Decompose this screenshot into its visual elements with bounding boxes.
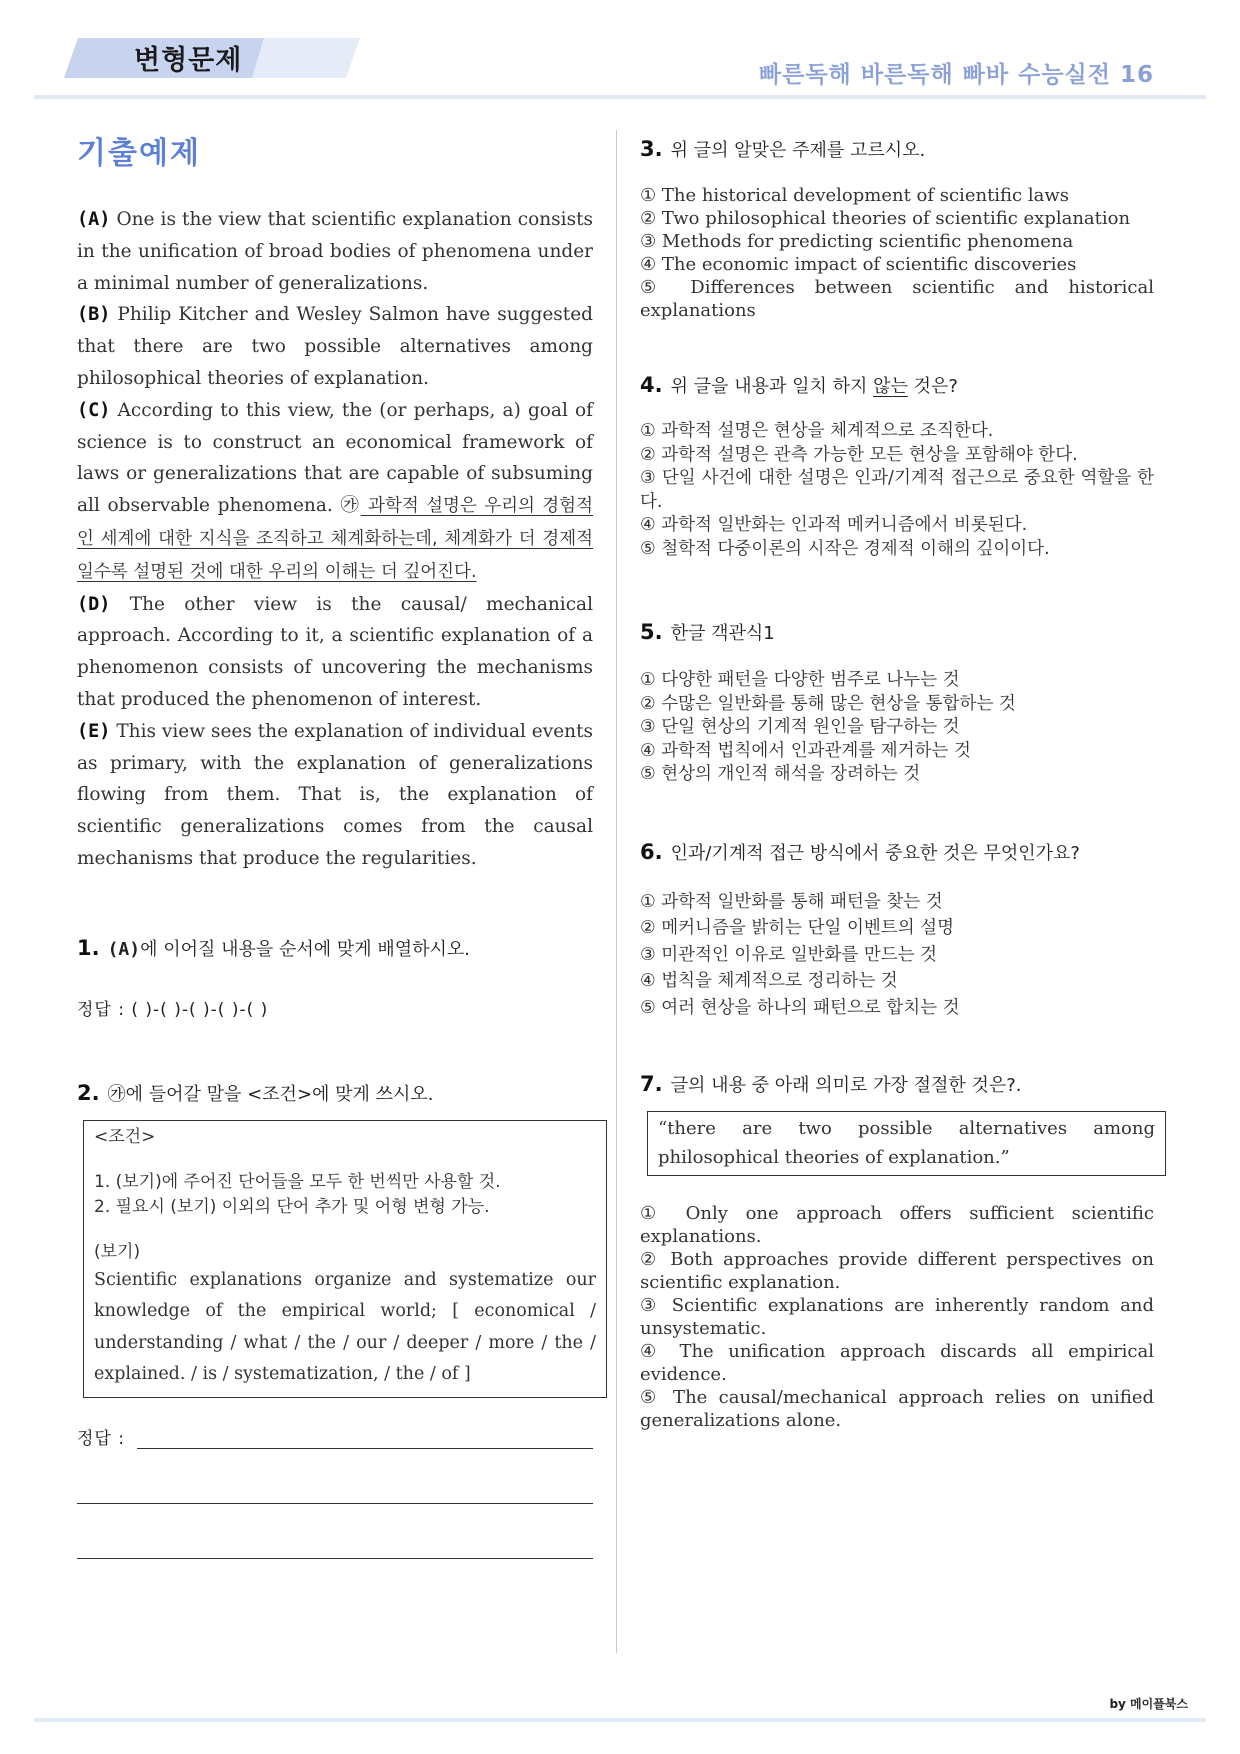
option[interactable]: ③ 단일 현상의 기계적 원인을 탐구하는 것 [640, 717, 960, 737]
column-divider [616, 130, 617, 1653]
paragraph-e-text: This view sees the explanation of individual events as primary, with the explanation of generalizations flowing from them. That is, the explanation of scientific generalizations comes from the causal mechanisms that produce the regularities. [77, 720, 593, 869]
left-column [77, 128, 596, 1559]
question-7-options [640, 1202, 1154, 1432]
blank-marker: ㉮ [107, 1083, 126, 1105]
paragraph-c [77, 395, 593, 589]
question-1-prompt: 에 이어질 내용을 순서에 맞게 배열하시오. [140, 938, 471, 960]
series-title: 빠른독해 바른독해 빠바 수능실전 16 [758, 62, 1154, 88]
header-divider [34, 95, 1206, 99]
paragraph-b-label: (B) [77, 304, 111, 326]
spacer [94, 1150, 596, 1170]
option[interactable]: ① 과학적 설명은 현상을 체계적으로 조직한다. [640, 421, 994, 441]
option[interactable]: ④ 과학적 일반화는 인과적 메커니즘에서 비롯된다. [640, 515, 1028, 535]
question-2-answer-row [77, 1424, 593, 1449]
option[interactable]: ④ The unification approach discards all empirical evidence. [640, 1341, 1154, 1385]
question-3-number: 3. [640, 137, 663, 161]
right-column [640, 128, 1154, 1432]
paragraph-a-text: One is the view that scientific explanation consists in the unification of broad bodies of phenomena under a minimal number of generalizations. [77, 209, 593, 294]
question-7-prompt: 글의 내용 중 아래 의미로 가장 절절한 것은?. [670, 1075, 1022, 1096]
bogi-text: Scientific explanations organize and systematize our knowledge of the empirical world; [ economical / understanding / what / the / our / deeper / more / the / explained. / is / systematization, / the / of ] [94, 1269, 596, 1385]
question-1-answer[interactable]: 정답 : ( )-( )-( )-( )-( ) [77, 999, 269, 1020]
question-4-prompt [671, 372, 958, 398]
question-2-prompt: 에 들어갈 말을 <조건>에 맞게 쓰시오. [125, 1083, 434, 1105]
option[interactable]: ① Only one approach offers sufficient scientific explanations. [640, 1203, 1154, 1247]
question-4-prompt-before: 위 글을 내용과 일치 하지 [670, 376, 874, 397]
paragraph-a-label: (A) [77, 209, 111, 230]
bogi-label: (보기) [94, 1241, 141, 1262]
option[interactable]: ③ 미관적인 이유로 일반화를 만드는 것 [640, 944, 938, 965]
question-5-prompt: 한글 객관식1 [670, 623, 775, 644]
paragraph-d [77, 589, 593, 716]
option[interactable]: ④ 과학적 법칙에서 인과관계를 제거하는 것 [640, 740, 971, 761]
option[interactable]: ② Two philosophical theories of scientific explanation [640, 208, 1131, 229]
question-5 [640, 619, 1154, 645]
question-1-label: (A) [107, 938, 141, 960]
passage [77, 204, 593, 875]
paragraph-d-text: The other view is the causal/ mechanical approach. According to it, a scientific explanation of a phenomenon consists of uncovering the mechanisms that produced the phenomenon of interest. [77, 593, 593, 710]
footer-credit: by 메이플북스 [1109, 1697, 1188, 1711]
option[interactable]: ⑤ The causal/mechanical approach relies on unified generalizations alone. [640, 1387, 1154, 1431]
question-2 [77, 1080, 593, 1106]
option[interactable]: ③ 단일 사건에 대한 설명은 인과/기계적 접근으로 중요한 역할을 한다. [640, 468, 1154, 512]
question-5-number: 5. [640, 620, 663, 644]
question-4-number: 4. [640, 373, 663, 397]
question-4-options [640, 420, 1154, 561]
question-1 [77, 935, 593, 961]
question-6 [640, 839, 1154, 865]
paragraph-c-text: According to this view, the (or perhaps, a) goal of science is to construct an economical framework of laws or generalizations that are capable of subsuming all observable phenomena. [77, 399, 593, 517]
option[interactable]: ② 과학적 설명은 관측 가능한 모든 현상을 포함해야 한다. [640, 444, 1078, 465]
option[interactable]: ⑤ 현상의 개인적 해석을 장려하는 것 [640, 764, 921, 784]
question-1-number: 1. [77, 935, 100, 960]
option[interactable]: ② 메커니즘을 밝히는 단일 이벤트의 설명 [640, 918, 954, 938]
option[interactable]: ② Both approaches provide different perspectives on scientific explanation. [640, 1249, 1154, 1293]
option[interactable]: ⑤ Differences between scientific and historical explanations [640, 277, 1154, 321]
option[interactable]: ② 수많은 일반화를 통해 많은 현상을 통합하는 것 [640, 693, 1016, 714]
paragraph-e-label: (E) [77, 720, 111, 742]
paragraph-a [77, 204, 593, 299]
question-7 [640, 1071, 1154, 1097]
condition-rule-1: 1. (보기)에 주어진 단어들을 모두 한 번씩만 사용할 것. [94, 1171, 501, 1192]
question-3 [640, 136, 1154, 162]
question-6-options [640, 889, 1154, 1022]
footer-divider [34, 1718, 1206, 1722]
question-7-number: 7. [640, 1072, 663, 1096]
answer-write-line-3[interactable] [77, 1558, 593, 1559]
condition-rule-2: 2. 필요시 (보기) 이외의 단어 추가 및 어형 변형 가능. [94, 1196, 490, 1217]
paragraph-b-text: Philip Kitcher and Wesley Salmon have suggested that there are two possible alternatives among philosophical theories of explanation. [77, 304, 593, 389]
question-2-number: 2. [77, 1080, 100, 1105]
option[interactable]: ① The historical development of scientific laws [640, 185, 1069, 206]
paragraph-b [77, 299, 593, 394]
question-6-number: 6. [640, 839, 663, 864]
header-tab [64, 36, 360, 78]
paragraph-d-label: (D) [77, 593, 111, 615]
paragraph-c-label: (C) [77, 399, 111, 421]
quote-box: “there are two possible alternatives among philosophical theories of explanation.” [647, 1111, 1166, 1176]
answer-write-line-1[interactable] [137, 1448, 593, 1449]
condition-box [83, 1120, 607, 1398]
question-2-answer-label: 정답 : [77, 1428, 125, 1449]
blank-marker: ㉮ [340, 495, 361, 517]
option[interactable]: ⑤ 철학적 다중이론의 시작은 경제적 이해의 깊이이다. [640, 538, 1050, 559]
question-5-options [640, 669, 1154, 787]
spacer [94, 1220, 596, 1240]
option[interactable]: ① 과학적 일반화를 통해 패턴을 찾는 것 [640, 891, 943, 912]
option[interactable]: ④ 법칙을 체계적으로 정리하는 것 [640, 971, 898, 991]
option[interactable]: ④ The economic impact of scientific discoveries [640, 254, 1077, 275]
answer-write-line-2[interactable] [77, 1503, 593, 1504]
option[interactable]: ⑤ 여러 현상을 하나의 패턴으로 합치는 것 [640, 997, 960, 1018]
question-6-prompt: 인과/기계적 접근 방식에서 중요한 것은 무엇인가요? [670, 842, 1080, 864]
header-tab-label: 변형문제 [134, 45, 243, 76]
option[interactable]: ① 다양한 패턴을 다양한 범주로 나누는 것 [640, 670, 960, 690]
question-4-prompt-underlined: 않는 [873, 376, 908, 397]
underlined-korean-sentence: 과학적 설명은 우리의 경험적인 세계에 대한 지식을 조직하고 체계화하는데, 체계화가 더 경제적일수록 설명된 것에 대한 우리의 이해는 더 깊어진다. [77, 496, 593, 582]
question-4 [640, 372, 1154, 398]
section-title: 기출예제 [77, 136, 201, 171]
condition-box-title: <조건> [94, 1126, 156, 1147]
paragraph-e [77, 716, 593, 875]
question-4-prompt-after: 것은? [907, 376, 958, 397]
question-3-prompt: 위 글의 알맞은 주제를 고르시오. [670, 140, 926, 161]
option[interactable]: ③ Scientific explanations are inherently random and unsystematic. [640, 1295, 1154, 1339]
option[interactable]: ③ Methods for predicting scientific phenomena [640, 231, 1074, 252]
question-3-options [640, 184, 1154, 322]
